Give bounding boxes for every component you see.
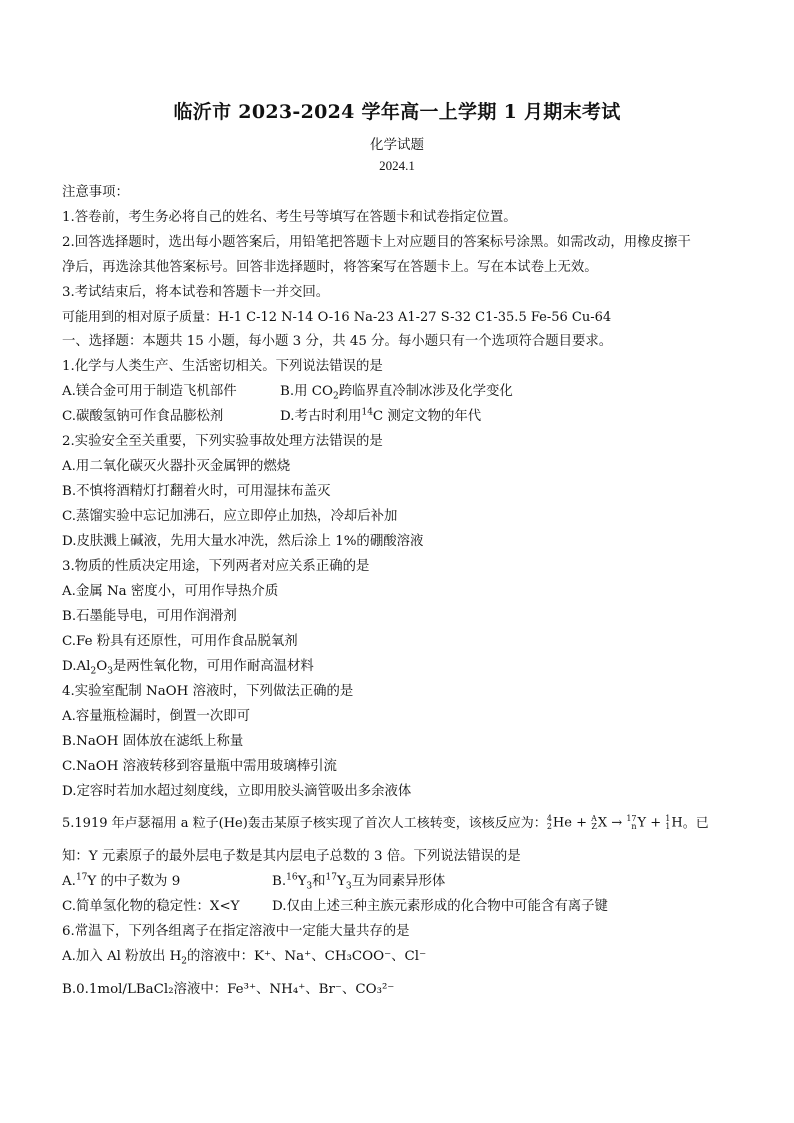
q1-option-a: A.镁合金可用于制造飞机部件 bbox=[62, 384, 237, 399]
q1-stem: 1.化学与人类生产、生活密切相关。下列说法错误的是 bbox=[62, 359, 383, 374]
q5-row-ab bbox=[62, 874, 762, 891]
note-2a: 2.回答选择题时，选出每小题答案后，用铅笔把答题卡上对应题目的答案标号涂黑。如需改动，用橡皮擦干 bbox=[62, 235, 691, 250]
exam-title: 临沂市 2023-2024 学年高一上学期 1 月期末考试 bbox=[173, 101, 621, 123]
q5-option-a: A.$^{17}$Y 的中子数为 9 bbox=[62, 872, 181, 889]
q1-option-b: B.用 $CO_2$跨临界直冷制冰涉及化学变化 bbox=[280, 384, 513, 402]
note-1: 1.答卷前，考生务必将自己的姓名、考生号等填写在答题卡和试卷指定位置。 bbox=[62, 210, 517, 225]
exam-subject: 化学试题 bbox=[370, 137, 424, 153]
q4-option-c: C.NaOH 溶液转移到容量瓶中需用玻璃棒引流 bbox=[62, 759, 337, 774]
q1-option-c: C.碳酸氢钠可作食品膨松剂 bbox=[62, 409, 224, 424]
q1-option-d: D.考古时利用$^{14}$C 测定文物的年代 bbox=[280, 407, 482, 424]
q5-row-cd bbox=[62, 899, 762, 916]
notes-heading: 注意事项： bbox=[62, 185, 129, 200]
q5-option-c: C.简单氢化物的稳定性：X<Y bbox=[62, 899, 240, 914]
atomic-masses: 可能用到的相对原子质量：H-1 C-12 N-14 O-16 Na-23 A1-27 S-32 C1-35.5 Fe-56 Cu-64 bbox=[62, 310, 612, 325]
q6-stem: 6.常温下，下列各组离子在指定溶液中一定能大量共存的是 bbox=[62, 924, 410, 939]
q5-stem: 5.1919 年卢瑟福用 a 粒子(He)轰击某原子核实现了首次人工核转变，该核反应为： 4 2 He + A Z X → 17 n Y + 1 1 H。已 bbox=[62, 814, 709, 831]
q2-option-b: B.不慎将酒精灯打翻着火时，可用湿抹布盖灭 bbox=[62, 484, 331, 499]
nuclear-equation: 4 2 He + A Z X → 17 n Y + 1 1 H bbox=[546, 814, 683, 831]
q4-option-d: D.定容时若加水超过刻度线，立即用胶头滴管吸出多余液体 bbox=[62, 784, 412, 799]
q2-option-c: C.蒸馏实验中忘记加沸石，应立即停止加热，冷却后补加 bbox=[62, 509, 398, 524]
q3-option-c: C.Fe 粉具有还原性，可用作食品脱氧剂 bbox=[62, 634, 298, 649]
q5-stem-2: 知：Y 元素原子的最外层电子数是其内层电子总数的 3 倍。下列说法错误的是 bbox=[62, 849, 521, 864]
q2-stem: 2.实验安全至关重要，下列实验事故处理方法错误的是 bbox=[62, 434, 383, 449]
q6-option-a: A.加入 Al 粉放出 $H_2$的溶液中：K⁺、Na⁺、CH₃COO⁻、Cl⁻ bbox=[62, 949, 427, 967]
q3-option-b: B.石墨能导电，可用作润滑剂 bbox=[62, 609, 237, 624]
q4-stem: 4.实验室配制 NaOH 溶液时，下列做法正确的是 bbox=[62, 684, 354, 699]
q1-row-ab bbox=[62, 384, 762, 401]
q1-row-cd bbox=[62, 409, 762, 426]
q5-option-d: D.仅由上述三种主族元素形成的化合物中可能含有离子键 bbox=[272, 899, 608, 914]
q6-option-b: B.0.1mol/LBaCl₂溶液中：Fe³⁺、NH₄⁺、Br⁻、CO₃²⁻ bbox=[62, 982, 395, 997]
q4-option-b: B.NaOH 固体放在滤纸上称量 bbox=[62, 734, 244, 749]
note-3: 3.考试结束后，将本试卷和答题卡一并交回。 bbox=[62, 285, 330, 300]
q3-option-a: A.金属 Na 密度小，可用作导热介质 bbox=[62, 584, 279, 599]
q2-option-a: A.用二氧化碳灭火器扑灭金属钾的燃烧 bbox=[62, 459, 291, 474]
note-2b: 净后，再选涂其他答案标号。回答非选择题时，将答案写在答题卡上。写在本试卷上无效。 bbox=[62, 260, 598, 275]
q2-option-d: D.皮肤溅上碱液，先用大量水冲洗，然后涂上 1%的硼酸溶液 bbox=[62, 534, 424, 549]
exam-date: 2024.1 bbox=[379, 158, 415, 173]
q3-option-d: $D.Al_2O_3$是两性氧化物，可用作耐高温材料 bbox=[62, 659, 314, 677]
q5-option-b: $B.^{16}Y_3$和$^{17}Y_3$互为同素异形体 bbox=[272, 872, 446, 892]
section-heading: 一、选择题：本题共 15 小题，每小题 3 分，共 45 分。每小题只有一个选项符合题目要求。 bbox=[62, 334, 613, 349]
q4-option-a: A.容量瓶检漏时，倒置一次即可 bbox=[62, 709, 251, 724]
q3-stem: 3.物质的性质决定用途，下列两者对应关系正确的是 bbox=[62, 559, 370, 574]
